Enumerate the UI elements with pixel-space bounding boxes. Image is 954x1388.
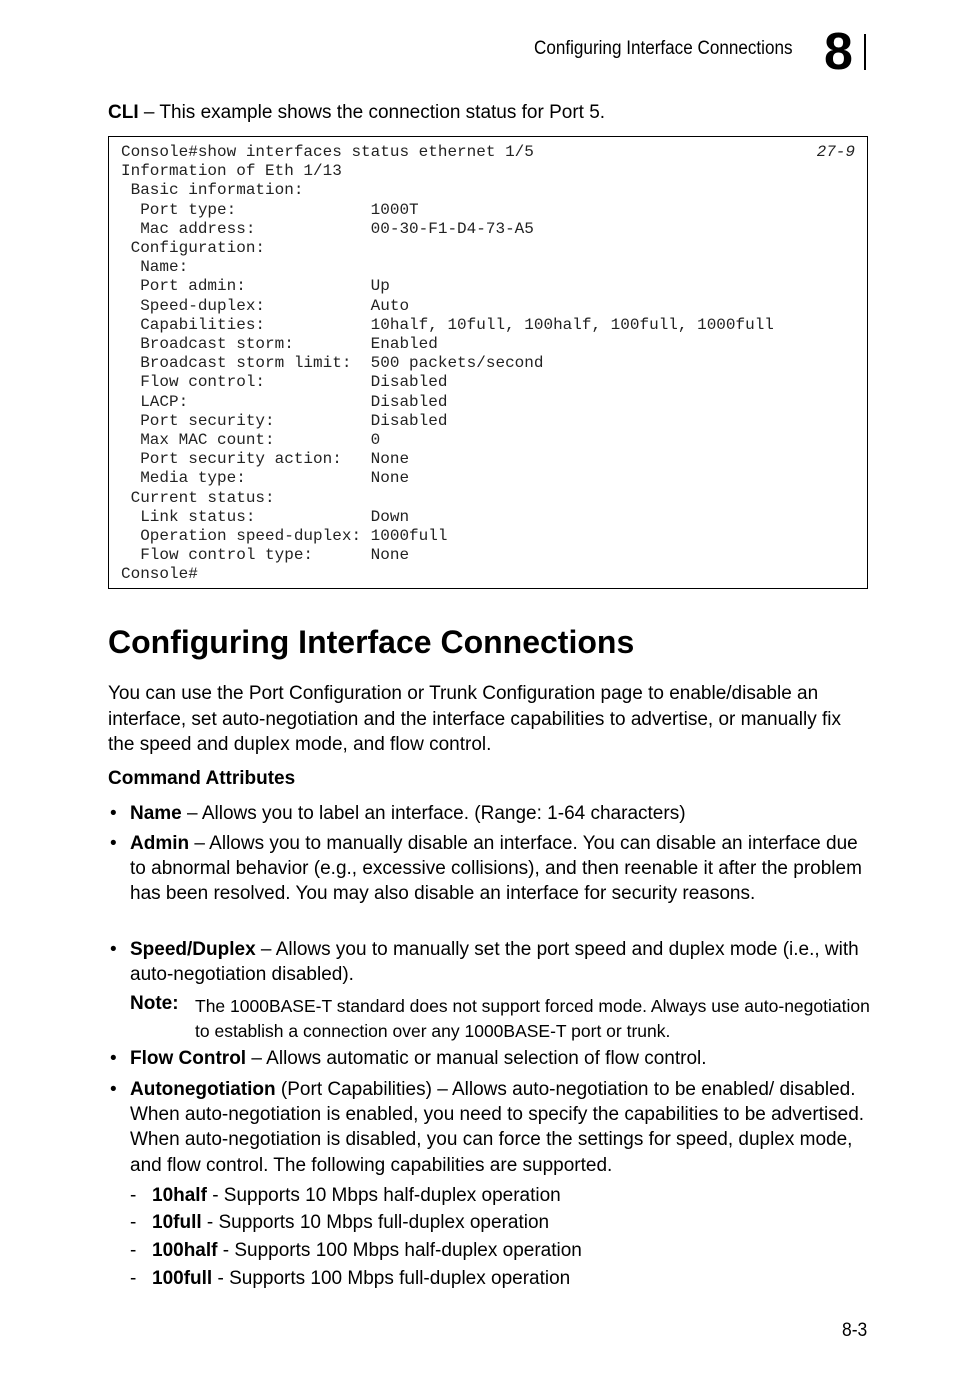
cli-intro bbox=[108, 102, 605, 124]
bullet-item-autonegotiation bbox=[130, 1077, 868, 1178]
capability-term: 10half bbox=[152, 1185, 207, 1206]
section-title: Configuring Interface Connections bbox=[108, 624, 635, 660]
code-line: Flow control: Disabled bbox=[121, 373, 448, 392]
bullet-text: (Port Capabilities) – Allows auto-negotiation to be enabled/ disabled. When auto-negotiation is enabled, you need to specify the capabilities to be advertised. When auto-negotiation is disabled, you can force the settings for speed, duplex mode, and flow control. The following capabilities are supported. bbox=[130, 1079, 865, 1176]
bullet-term: Admin bbox=[130, 833, 190, 854]
capability-term: 100half bbox=[152, 1240, 218, 1261]
bullet-term: Name bbox=[130, 803, 182, 824]
code-line: Max MAC count: 0 bbox=[121, 431, 381, 449]
capability-term: 100full bbox=[152, 1268, 213, 1289]
code-line: Broadcast storm limit: 500 packets/second bbox=[121, 354, 544, 373]
code-line: Current status: bbox=[121, 488, 275, 507]
note-label: Note: bbox=[130, 993, 179, 1014]
code-line: Flow control type: None bbox=[121, 546, 410, 565]
cli-intro-text: – This example shows the connection status for Port 5. bbox=[138, 102, 606, 123]
chapter-number: 8 bbox=[824, 23, 853, 81]
code-line: Port security action: None bbox=[121, 450, 410, 469]
code-line: Operation speed-duplex: 1000full bbox=[121, 527, 448, 545]
bullet-item-admin bbox=[130, 831, 868, 907]
code-line: Basic information: bbox=[121, 181, 304, 200]
bullet-text: – Allows you to manually set the port speed and duplex mode (i.e., with auto-negotiation disabled). bbox=[130, 939, 859, 986]
code-line: Console#show interfaces status ethernet 1/5 bbox=[121, 143, 534, 161]
bullet-text: – Allows you to label an interface. (Range: 1-64 characters) bbox=[181, 803, 686, 824]
capability-text: - Supports 10 Mbps half-duplex operation bbox=[206, 1185, 561, 1206]
capability-text: - Supports 100 Mbps half-duplex operation bbox=[217, 1240, 582, 1261]
cli-code-block bbox=[108, 136, 868, 589]
bullet-text: – Allows automatic or manual selection of flow control. bbox=[246, 1048, 707, 1069]
capability-item-10full bbox=[152, 1210, 549, 1235]
bullet-marker: • bbox=[110, 1079, 117, 1100]
code-line: Port security: Disabled bbox=[121, 411, 448, 430]
note-text: The 1000BASE-T standard does not support forced mode. Always use auto-negotiation to establish a connection over any 1000BASE-T port or trunk. bbox=[195, 996, 870, 1041]
sub-list-marker: - bbox=[130, 1212, 137, 1233]
capability-term: 10full bbox=[152, 1212, 202, 1233]
capability-text: - Supports 100 Mbps full-duplex operation bbox=[212, 1268, 571, 1289]
capability-item-10half bbox=[152, 1183, 561, 1208]
bullet-marker: • bbox=[110, 803, 117, 824]
cli-label: CLI bbox=[108, 102, 139, 123]
code-line: LACP: Disabled bbox=[121, 392, 448, 411]
code-line: Capabilities: 10half, 10full, 100half, 100full, 1000full bbox=[121, 315, 774, 334]
command-attributes-heading: Command Attributes bbox=[108, 768, 296, 789]
capability-item-100half bbox=[152, 1238, 582, 1263]
chapter-divider bbox=[864, 34, 866, 70]
bullet-marker: • bbox=[110, 833, 117, 854]
code-line: Information of Eth 1/13 bbox=[121, 162, 342, 181]
code-line: Mac address: 00-30-F1-D4-73-A5 bbox=[121, 219, 534, 238]
bullet-term: Speed/Duplex bbox=[130, 939, 256, 960]
bullet-marker: • bbox=[110, 939, 117, 960]
sub-list-marker: - bbox=[130, 1185, 137, 1206]
bullet-term: Autonegotiation bbox=[130, 1079, 276, 1100]
bullet-item-flow-control bbox=[130, 1046, 868, 1071]
capability-item-100full bbox=[152, 1266, 570, 1291]
code-line: Configuration: bbox=[121, 239, 266, 257]
bullet-marker: • bbox=[110, 1048, 117, 1069]
code-line: Link status: Down bbox=[121, 507, 410, 526]
code-line: Media type: None bbox=[121, 469, 410, 488]
running-header-title: Configuring Interface Connections bbox=[534, 38, 793, 59]
page-number: 8-3 bbox=[842, 1320, 868, 1341]
code-reference: 27-9 bbox=[816, 143, 855, 161]
code-line: Speed-duplex: Auto bbox=[121, 296, 410, 315]
bullet-text: – Allows you to manually disable an interface. You can disable an interface due to abnormal behavior (e.g., excessive collisions), and then reenable it after the problem has been resolved. You may also disable an interface for security reasons. bbox=[130, 833, 862, 905]
code-line: Console# bbox=[121, 565, 198, 584]
code-line: Port type: 1000T bbox=[121, 200, 419, 219]
code-line: Broadcast storm: Enabled bbox=[121, 335, 438, 353]
sub-list-marker: - bbox=[130, 1240, 137, 1261]
sub-list-marker: - bbox=[130, 1268, 137, 1289]
code-line: Name: bbox=[121, 258, 189, 277]
code-line: Port admin: Up bbox=[121, 277, 390, 296]
capability-text: - Supports 10 Mbps full-duplex operation bbox=[201, 1212, 550, 1233]
section-paragraph: You can use the Port Configuration or Trunk Configuration page to enable/disable an interface, set auto-negotiation and the interface capabilities to advertise, or manually fix the speed and duplex mode, and flow control. bbox=[108, 683, 841, 755]
bullet-term: Flow Control bbox=[130, 1048, 247, 1069]
bullet-item-name bbox=[130, 801, 868, 826]
bullet-item-speed-duplex bbox=[130, 937, 868, 987]
